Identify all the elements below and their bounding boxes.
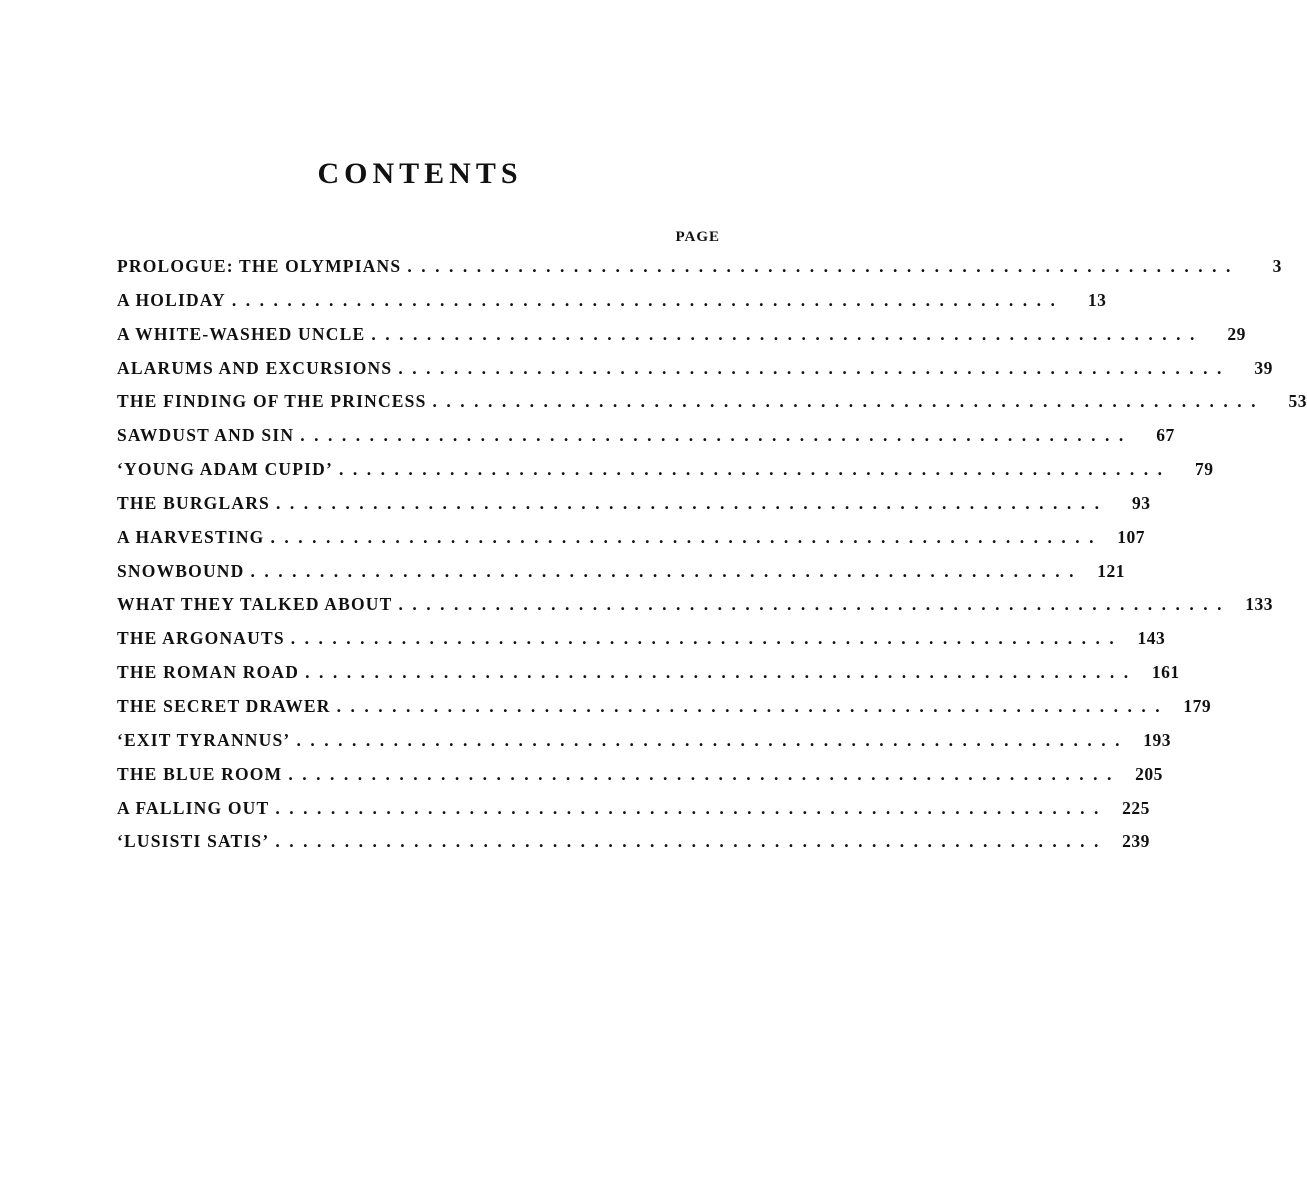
toc-entry[interactable]: [117, 490, 1151, 524]
leader-dots: ............................................................: [398, 594, 1232, 615]
toc-entry-page: 193: [1143, 729, 1171, 750]
toc-entry-page: 29: [1227, 323, 1246, 344]
leader-dots: ............................................................: [275, 797, 1108, 818]
toc-entry-title: ‘EXIT TYRANNUS’: [117, 729, 291, 750]
toc-entry[interactable]: [117, 727, 1171, 761]
leader-dots: ............................................................: [296, 729, 1129, 750]
toc-entry-page: 67: [1156, 425, 1175, 446]
leader-dots: ............................................................: [290, 628, 1124, 649]
leader-dots: ............................................................: [288, 763, 1121, 784]
toc-entry-page: 107: [1117, 526, 1145, 547]
leader-dots: ............................................................: [398, 357, 1231, 378]
toc-entry-title: A FALLING OUT: [117, 797, 270, 818]
toc-entry-title: ‘YOUNG ADAM CUPID’: [117, 459, 334, 480]
toc-entry-page: 3: [1272, 256, 1282, 276]
toc-entry[interactable]: [117, 321, 1246, 355]
toc-entry-page: 39: [1254, 357, 1273, 378]
toc-entry[interactable]: [117, 524, 1145, 558]
toc-entry-title: ALARUMS AND EXCURSIONS: [117, 357, 393, 378]
leader-dots: ............................................................: [336, 695, 1170, 716]
leader-dots: ............................................................: [339, 459, 1172, 480]
leader-dots: ............................................................: [432, 391, 1266, 412]
toc-entry-page: 93: [1131, 492, 1151, 513]
toc-entry-page: 143: [1137, 628, 1166, 649]
toc-entry[interactable]: [117, 659, 1180, 693]
toc-entry-title: THE FINDING OF THE PRINCESS: [117, 391, 427, 412]
toc-entry[interactable]: [117, 795, 1150, 829]
toc-entry[interactable]: [117, 558, 1125, 592]
toc-entry[interactable]: [117, 625, 1166, 659]
toc-entry[interactable]: [117, 422, 1175, 456]
toc-entry-page: 53: [1288, 391, 1307, 412]
toc-entry-page: 179: [1183, 695, 1212, 716]
toc-entry-page: 79: [1195, 459, 1214, 480]
toc-entry[interactable]: [117, 761, 1163, 795]
toc-entry-title: A HOLIDAY: [117, 289, 226, 310]
toc-entry-page: 133: [1245, 594, 1274, 615]
leader-dots: ............................................................: [300, 425, 1133, 446]
toc-entry[interactable]: [117, 828, 1150, 862]
leader-dots: ............................................................: [270, 526, 1103, 547]
toc-entry-page: 205: [1135, 763, 1163, 784]
toc-entry[interactable]: [117, 591, 1274, 625]
toc-entry[interactable]: [117, 693, 1212, 727]
toc-entry[interactable]: [117, 355, 1273, 389]
toc-entry[interactable]: [117, 388, 1307, 422]
toc-entry[interactable]: [117, 253, 1282, 287]
table-of-contents: [117, 253, 1307, 862]
toc-entry[interactable]: [117, 287, 1107, 321]
toc-entry-title: A WHITE-WASHED UNCLE: [117, 323, 366, 344]
toc-entry-title: A HARVESTING: [117, 526, 265, 547]
toc-entry-title: ‘LUSISTI SATIS’: [117, 831, 270, 852]
page-title: CONTENTS: [317, 157, 523, 190]
toc-entry-page: 239: [1122, 831, 1150, 852]
leader-dots: ............................................................: [407, 256, 1240, 276]
toc-entry-title: THE BLUE ROOM: [117, 763, 283, 784]
toc-entry-title: SAWDUST AND SIN: [117, 425, 295, 446]
toc-entry-title: SNOWBOUND: [117, 560, 245, 581]
leader-dots: ............................................................: [231, 289, 1065, 310]
page-column-label: PAGE: [675, 229, 720, 245]
toc-entry-title: THE ROMAN ROAD: [117, 662, 300, 683]
toc-entry-page: 161: [1151, 662, 1180, 683]
toc-entry-title: PROLOGUE: THE OLYMPIANS: [117, 256, 402, 276]
leader-dots: ............................................................: [275, 492, 1109, 513]
toc-entry-title: THE SECRET DRAWER: [117, 695, 331, 716]
toc-entry-title: THE ARGONAUTS: [117, 628, 285, 649]
leader-dots: ............................................................: [371, 323, 1204, 344]
leader-dots: ............................................................: [250, 560, 1083, 581]
toc-entry-title: THE BURGLARS: [117, 492, 270, 513]
toc-entry-page: 13: [1087, 289, 1107, 310]
toc-entry[interactable]: [117, 456, 1214, 490]
leader-dots: ............................................................: [275, 831, 1108, 852]
toc-entry-page: 225: [1122, 797, 1150, 818]
toc-entry-page: 121: [1097, 560, 1125, 581]
leader-dots: ............................................................: [305, 662, 1138, 683]
toc-entry-title: WHAT THEY TALKED ABOUT: [117, 594, 393, 615]
